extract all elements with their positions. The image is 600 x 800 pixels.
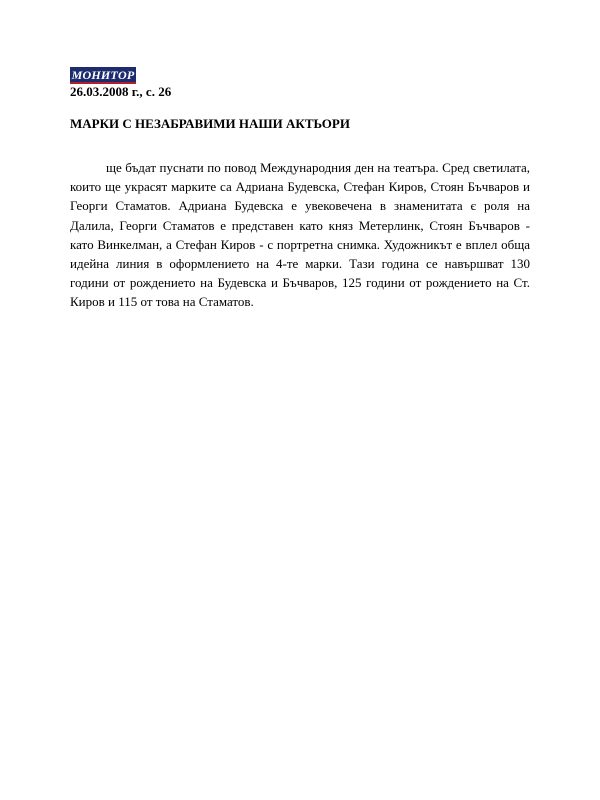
article-body: ще бъдат пуснати по повод Международния ден на театъра. Сред светилата, които ще украсят марките са Адриана Будевска, Стефан Киров, Стоян Бъчваров и Георги Стаматов. Адриана Будевска е увековечена в знаменитата є роля на Далила, Георги Стаматов е представен като княз Метерлинк, Стоян Бъчваров - като Винкелман, а Стефан Киров - с портретна снимка. Художникът е вплел обща идейна линия в оформлението на 4-те марки. Тази година се навършват 130 години от рождението на Будевска и Бъчваров, 125 години от рождението на Ст. Киров и 115 от това на Стаматов. xyxy=(70,160,530,310)
dateline: 26.03.2008 г., с. 26 xyxy=(70,84,172,99)
logo-text: МОНИТОР xyxy=(71,67,135,82)
monitor-logo xyxy=(70,67,136,84)
article-title: МАРКИ С НЕЗАБРАВИМИ НАШИ АКТЬОРИ xyxy=(70,116,350,131)
